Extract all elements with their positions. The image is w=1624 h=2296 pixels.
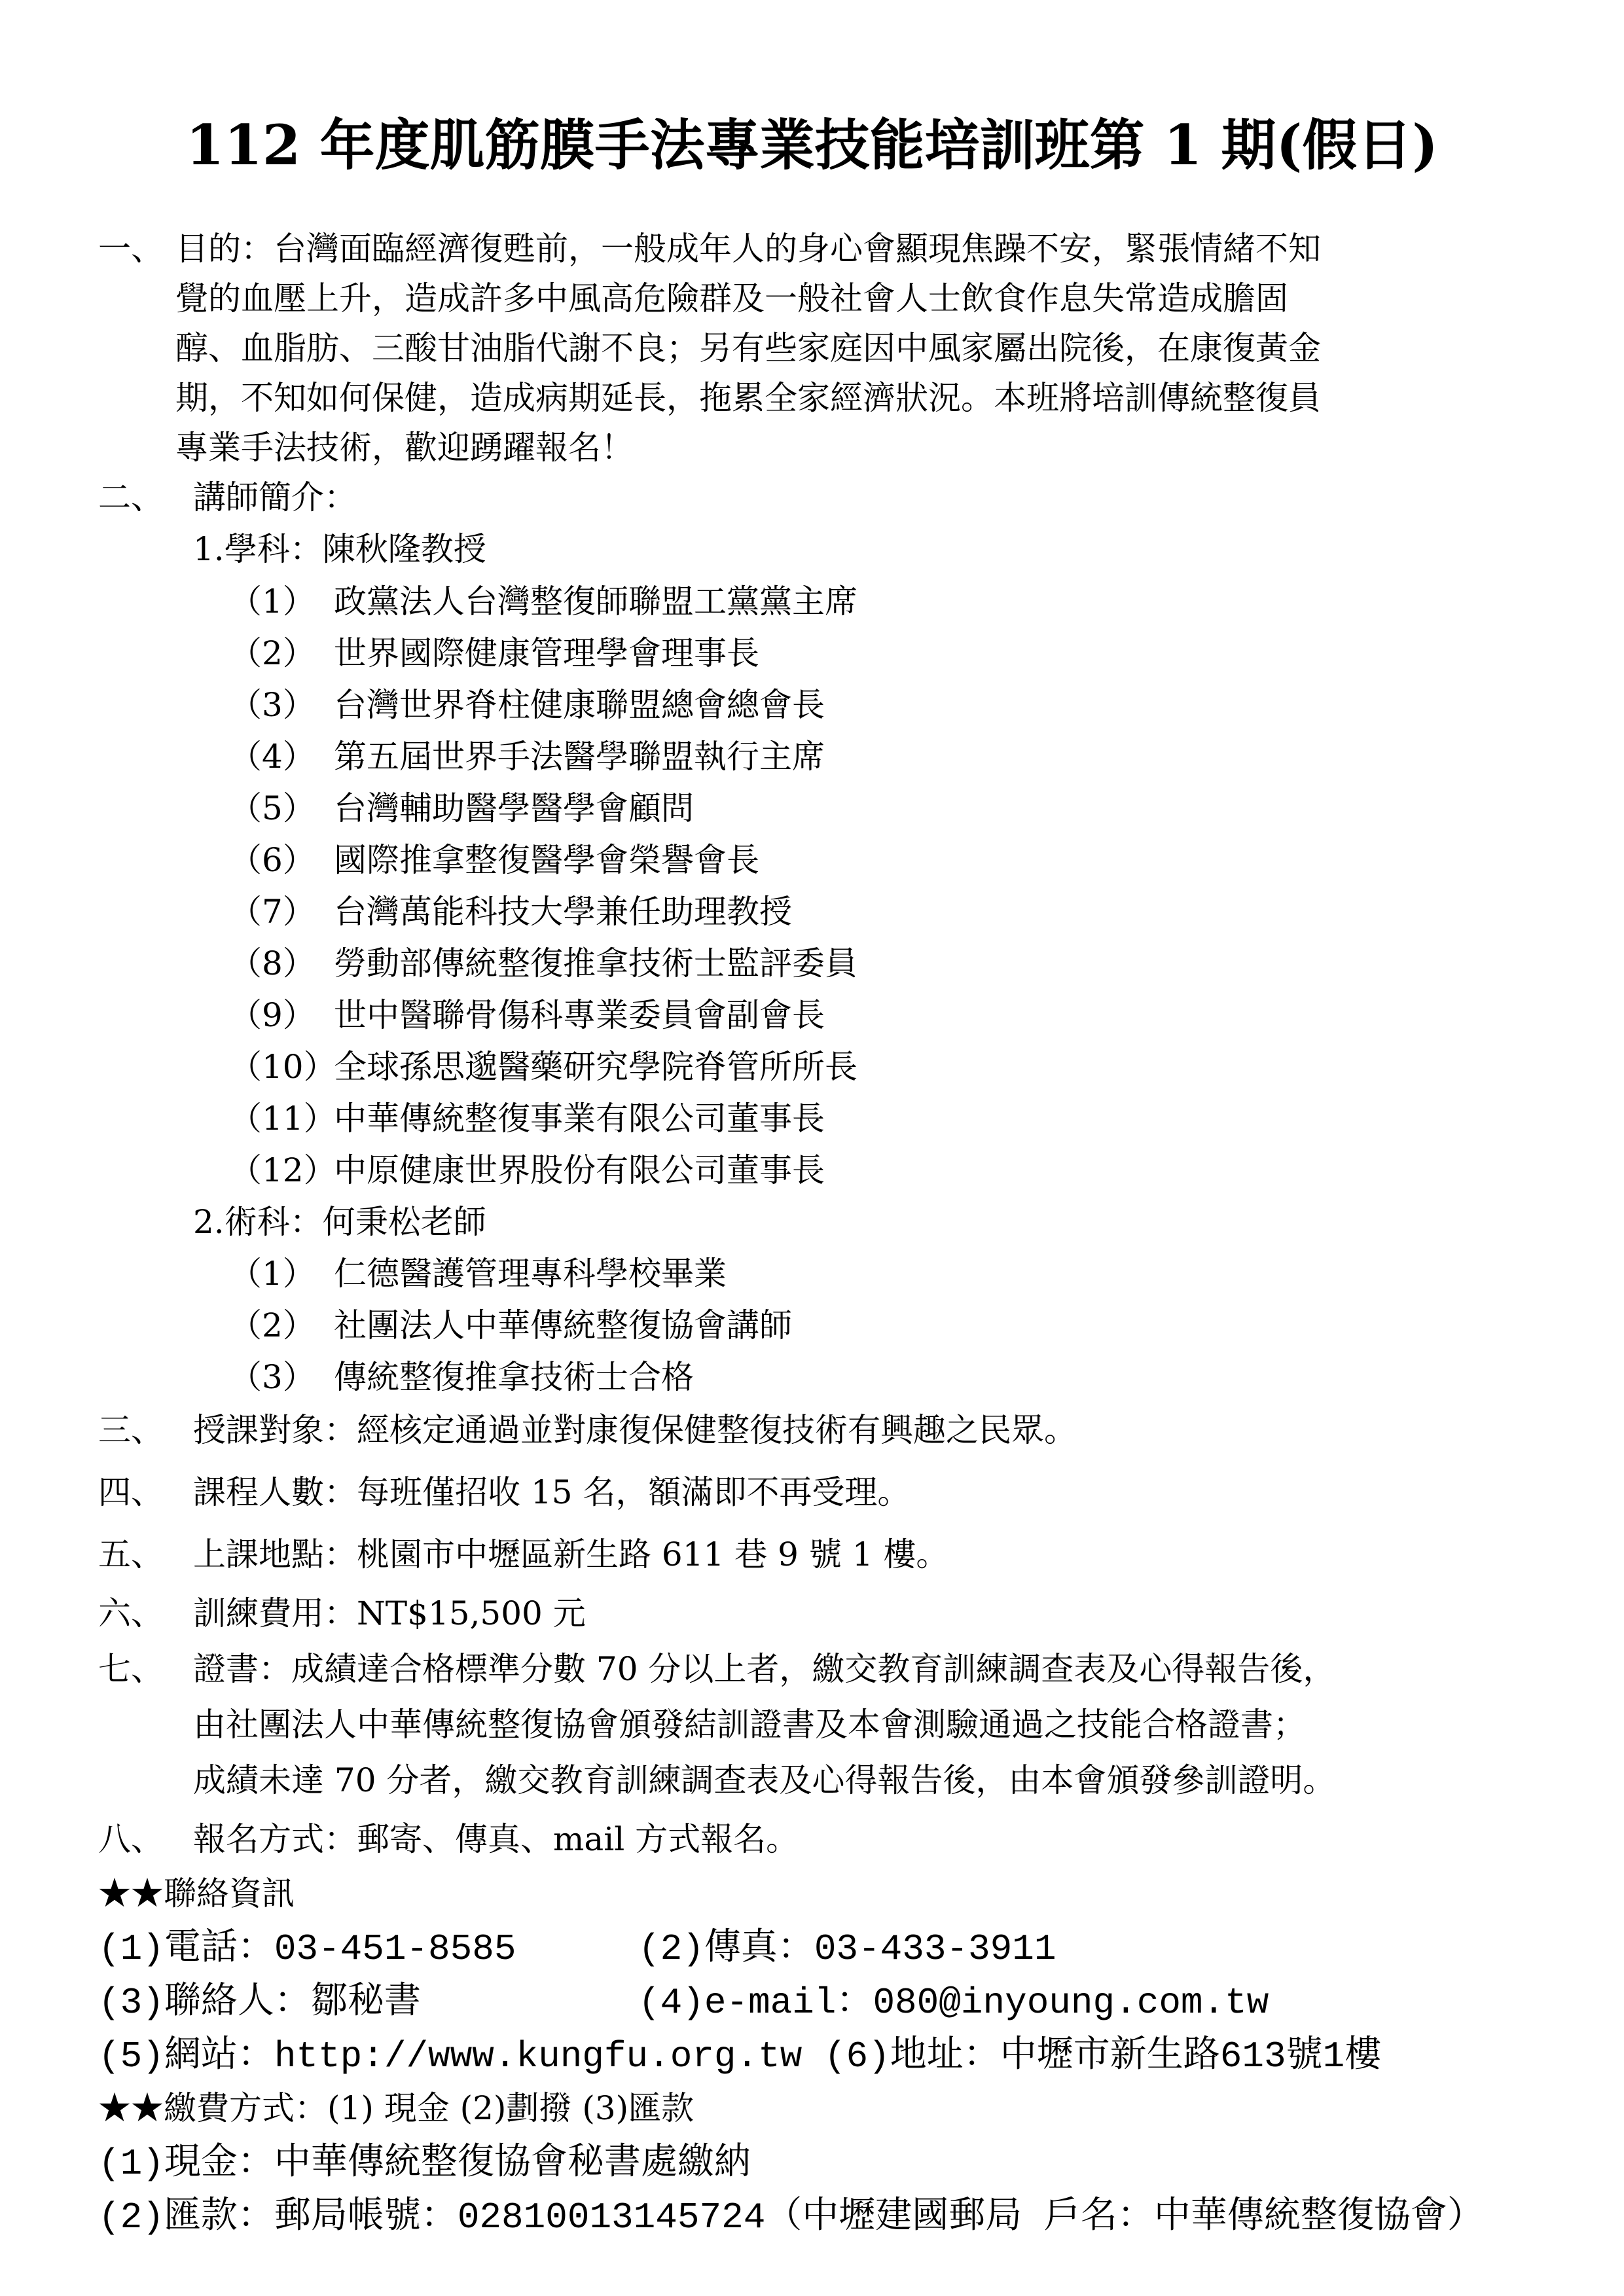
- credential-number: （6）: [229, 841, 316, 879]
- credential-number: （2）: [229, 634, 316, 672]
- section-4-number: 四、: [98, 1473, 164, 1511]
- credential-text: 國際推拿整復醫學會榮譽會長: [334, 841, 759, 879]
- credential-text: 勞動部傳統整復推拿技術士監評委員: [334, 944, 857, 982]
- section-2-number: 二、: [98, 478, 164, 516]
- credential-text: 世界國際健康管理學會理事長: [334, 634, 759, 672]
- section-4-text: 課程人數：每班僅招收 15 名，額滿即不再受理。: [193, 1473, 911, 1511]
- credential-text: 中原健康世界股份有限公司董事長: [334, 1151, 825, 1189]
- section-1-line-5: 專業手法技術，歡迎踴躍報名！: [175, 429, 634, 467]
- contact-fax: (2)傳真：03-433-3911: [638, 1928, 1056, 1970]
- credential-text: 世中醫聯骨傷科專業委員會副會長: [334, 996, 825, 1034]
- section-2-label: 講師簡介：: [193, 478, 357, 516]
- section-6-number: 六、: [98, 1594, 164, 1632]
- credential-text: 政黨法人台灣整復師聯盟工黨黨主席: [334, 583, 857, 620]
- contact-person: (3)聯絡人：鄒秘書: [98, 1982, 421, 2024]
- section-1-line-4: 期，不知如何保健，造成病期延長，拖累全家經濟狀況。本班將培訓傳統整復員: [175, 379, 1321, 417]
- contact-phone: (1)電話：03-451-8585: [98, 1928, 516, 1970]
- teacher-2-label: 2.術科：何秉松老師: [193, 1203, 486, 1241]
- credential-number: （3）: [229, 1358, 316, 1396]
- section-7-line-1: 證書：成績達合格標準分數 70 分以上者，繳交教育訓練調查表及心得報告後，: [193, 1650, 1336, 1688]
- section-7-line-2: 由社團法人中華傳統整復協會頒發結訓證書及本會測驗通過之技能合格證書；: [193, 1706, 1306, 1744]
- document-title: 112 年度肌筋膜手法專業技能培訓班第 1 期(假日): [185, 113, 1438, 177]
- contact-heading: ★★聯絡資訊: [98, 1874, 295, 1912]
- section-1-number: 一、: [98, 230, 164, 268]
- credential-number: （5）: [229, 789, 316, 827]
- credential-text: 中華傳統整復事業有限公司董事長: [334, 1100, 825, 1138]
- credential-number: （7）: [229, 893, 316, 931]
- section-5-number: 五、: [98, 1535, 164, 1573]
- credential-number: （11）: [229, 1100, 336, 1138]
- section-1-line-2: 覺的血壓上升，造成許多中風高危險群及一般社會人士飲食作息失常造成膽固: [175, 279, 1288, 317]
- section-8-number: 八、: [98, 1820, 164, 1858]
- credential-number: （1）: [229, 583, 316, 620]
- section-3-number: 三、: [98, 1411, 164, 1449]
- teacher-1-label: 1.學科：陳秋隆教授: [193, 530, 486, 568]
- payment-cash: (1)現金：中華傳統整復協會秘書處繳納: [98, 2143, 751, 2185]
- credential-number: （12）: [229, 1151, 336, 1189]
- section-6-text: 訓練費用：NT$15,500 元: [193, 1594, 586, 1632]
- credential-number: （8）: [229, 944, 316, 982]
- credential-number: （4）: [229, 738, 316, 776]
- credential-text: 仁德醫護管理專科學校畢業: [334, 1255, 727, 1293]
- section-1-line-1: 目的：台灣面臨經濟復甦前，一般成年人的身心會顯現焦躁不安，緊張情緒不知: [175, 230, 1321, 268]
- section-5-text: 上課地點：桃園市中壢區新生路 611 巷 9 號 1 樓。: [193, 1535, 949, 1573]
- section-8-text: 報名方式：郵寄、傳真、mail 方式報名。: [193, 1820, 799, 1858]
- section-3-text: 授課對象：經核定通過並對康復保健整復技術有興趣之民眾。: [193, 1411, 1077, 1449]
- credential-text: 傳統整復推拿技術士合格: [334, 1358, 694, 1396]
- section-7-number: 七、: [98, 1650, 164, 1688]
- credential-text: 台灣輔助醫學醫學會顧問: [334, 789, 694, 827]
- credential-number: （9）: [229, 996, 316, 1034]
- credential-number: （10）: [229, 1048, 336, 1086]
- payment-heading: ★★繳費方式：(1) 現金 (2)劃撥 (3)匯款: [98, 2089, 695, 2127]
- credential-text: 全球孫思邈醫藥研究學院脊管所所長: [334, 1048, 857, 1086]
- credential-number: （3）: [229, 686, 316, 724]
- credential-text: 台灣世界脊柱健康聯盟總會總會長: [334, 686, 825, 724]
- credential-text: 台灣萬能科技大學兼任助理教授: [334, 893, 792, 931]
- section-1-line-3: 醇、血脂肪、三酸甘油脂代謝不良；另有些家庭因中風家屬出院後，在康復黃金: [175, 329, 1321, 367]
- contact-email: (4)e-mail：080@inyoung.com.tw: [638, 1982, 1269, 2024]
- credential-text: 社團法人中華傳統整復協會講師: [334, 1306, 792, 1344]
- credential-number: （2）: [229, 1306, 316, 1344]
- credential-text: 第五屆世界手法醫學聯盟執行主席: [334, 738, 825, 776]
- section-7-line-3: 成績未達 70 分者，繳交教育訓練調查表及心得報告後，由本會頒發參訓證明。: [193, 1761, 1336, 1799]
- payment-remittance: (2)匯款：郵局帳號：02810013145724（中壢建國郵局 戶名：中華傳統整復協會）: [98, 2197, 1484, 2238]
- credential-number: （1）: [229, 1255, 316, 1293]
- contact-website-address: (5)網站：http://www.kungfu.org.tw (6)地址：中壢市新生路613號1樓: [98, 2036, 1382, 2077]
